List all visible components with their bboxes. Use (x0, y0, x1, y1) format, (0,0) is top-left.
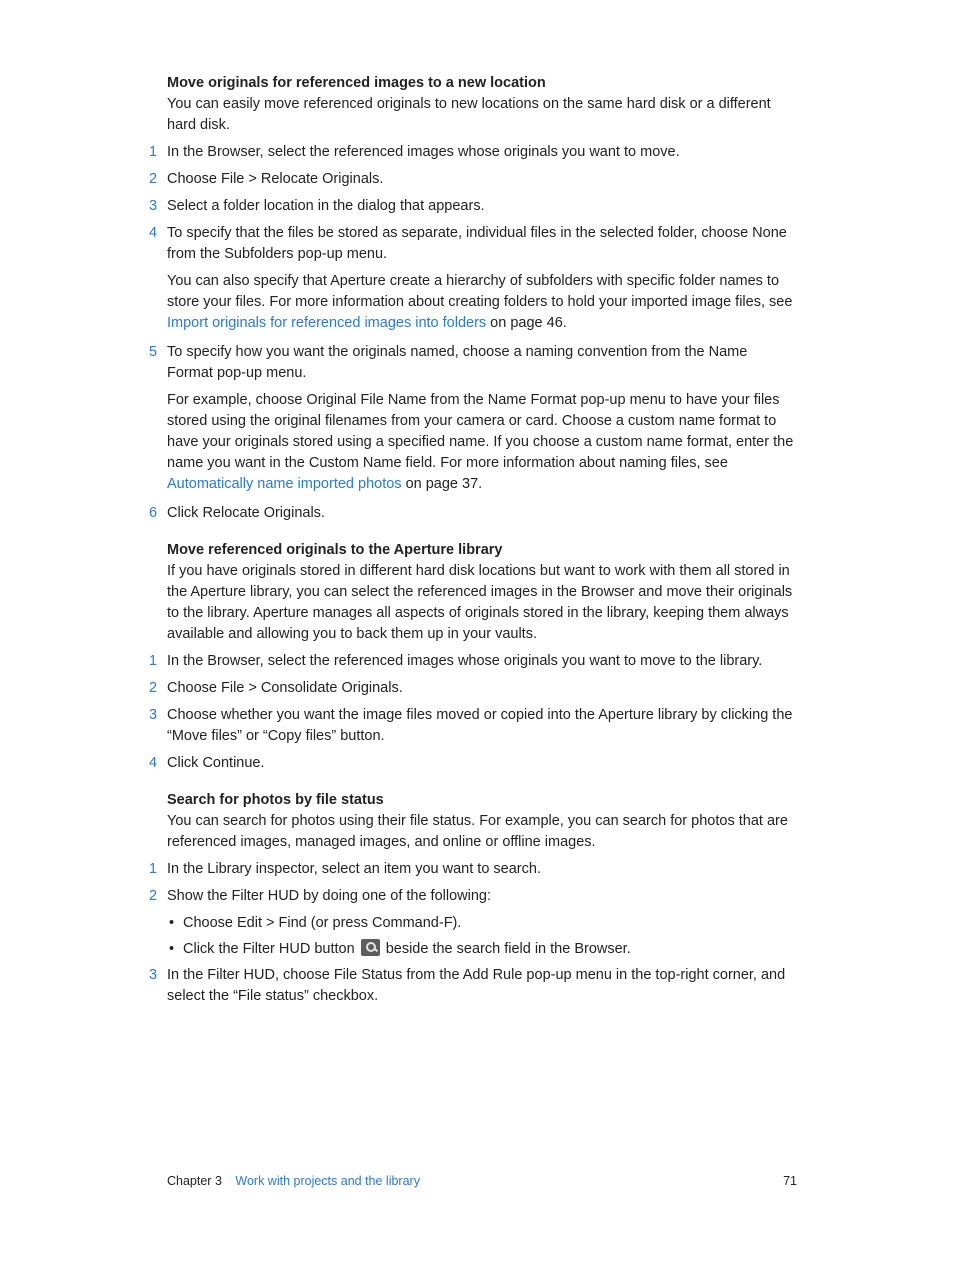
step-note (167, 390, 797, 495)
step-text: In the Browser, select the referenced images whose originals you want to move. (167, 144, 680, 160)
section-search-file-status (149, 790, 797, 1007)
step-number: 3 (149, 198, 158, 214)
note-text: For example, choose Original File Name from the Name Format pop-up menu to have your files stored using the original filenames from your camera or card. Choose a custom name format to have your originals stored using a specified name. If you choose a custom name format, enter the name you want in the Custom Name field. For more information about naming files, see (167, 392, 794, 471)
step-item (149, 705, 797, 747)
section-heading: Search for photos by file status (167, 792, 384, 808)
step-item (149, 196, 797, 217)
step-text: Click Continue. (167, 755, 265, 771)
step-item (149, 651, 797, 672)
step-number: 5 (149, 344, 158, 360)
step-number: 1 (149, 861, 158, 877)
step-item (149, 342, 797, 384)
step-text: In the Filter HUD, choose File Status from the Add Rule pop-up menu in the top-right corner, and select the “File status” checkbox. (167, 967, 786, 1004)
section-heading: Move originals for referenced images to a new location (167, 75, 546, 91)
step-item (149, 223, 797, 265)
step-text: Choose File > Relocate Originals. (167, 171, 384, 187)
step-text: To specify how you want the originals named, choose a naming convention from the Name Format pop-up menu. (167, 344, 748, 381)
section-intro: You can easily move referenced originals to new locations on the same hard disk or a different hard disk. (167, 96, 771, 133)
cross-reference-link[interactable]: Import originals for referenced images into folders (167, 315, 487, 331)
note-text: on page 37. (401, 476, 483, 492)
step-number: 6 (149, 505, 158, 521)
bullet-mark: • (169, 941, 175, 957)
bullet-item (169, 939, 797, 960)
step-text: In the Library inspector, select an item you want to search. (167, 861, 541, 877)
step-number: 3 (149, 707, 158, 723)
step-text: Choose whether you want the image files moved or copied into the Aperture library by clicking the “Move files” or “Copy files” button. (167, 707, 793, 744)
section-intro: You can search for photos using their file status. For example, you can search for photos that are referenced images, managed images, and online or offline images. (167, 813, 788, 850)
page-content (149, 73, 797, 1013)
step-number: 1 (149, 653, 158, 669)
step-number: 4 (149, 225, 158, 241)
step-number: 1 (149, 144, 158, 160)
bullet-item (169, 913, 797, 934)
step-number: 2 (149, 680, 158, 696)
step-text: Click Relocate Originals. (167, 505, 325, 521)
step-item (149, 886, 797, 907)
note-text: You can also specify that Aperture create a hierarchy of subfolders with specific folder names to store your files. For more information about creating folders to hold your imported image files, see (167, 273, 793, 310)
step-number: 2 (149, 888, 158, 904)
bullet-text: Choose Edit > Find (or press Command-F). (183, 915, 462, 931)
step-item (149, 753, 797, 774)
step-number: 4 (149, 755, 158, 771)
note-text: on page 46. (486, 315, 567, 331)
bullet-mark: • (169, 915, 175, 931)
step-text: Choose File > Consolidate Originals. (167, 680, 403, 696)
step-note (167, 271, 797, 334)
section-intro: If you have originals stored in different hard disk locations but want to work with them all stored in the Aperture library, you can select the referenced images in the Browser and move their originals to the library. Aperture manages all aspects of originals stored in the library, keeping them always available and allowing you to back them up in your vaults. (167, 563, 793, 642)
step-item (149, 678, 797, 699)
filter-hud-icon (361, 939, 380, 956)
step-item (149, 169, 797, 190)
page-footer (167, 1172, 797, 1190)
section-heading: Move referenced originals to the Aperture library (167, 542, 503, 558)
bullet-text: beside the search field in the Browser. (385, 941, 631, 957)
step-item (149, 965, 797, 1007)
step-text: In the Browser, select the referenced images whose originals you want to move to the library. (167, 653, 763, 669)
step-item (149, 142, 797, 163)
cross-reference-link[interactable]: Automatically name imported photos (167, 476, 402, 492)
step-text: Show the Filter HUD by doing one of the following: (167, 888, 492, 904)
footer-chapter-link[interactable]: Work with projects and the library (235, 1174, 420, 1188)
step-number: 3 (149, 967, 158, 983)
footer-chapter: Chapter 3 (167, 1174, 222, 1188)
section-consolidate-originals (149, 540, 797, 774)
step-number: 2 (149, 171, 158, 187)
section-relocate-originals (149, 73, 797, 524)
step-item (149, 503, 797, 524)
page-number: 71 (783, 1174, 797, 1188)
step-item (149, 859, 797, 880)
bullet-text: Click the Filter HUD button (183, 941, 355, 957)
step-text: To specify that the files be stored as separate, individual files in the selected folder, choose None from the Subfolders pop-up menu. (167, 225, 787, 262)
step-text: Select a folder location in the dialog that appears. (167, 198, 485, 214)
